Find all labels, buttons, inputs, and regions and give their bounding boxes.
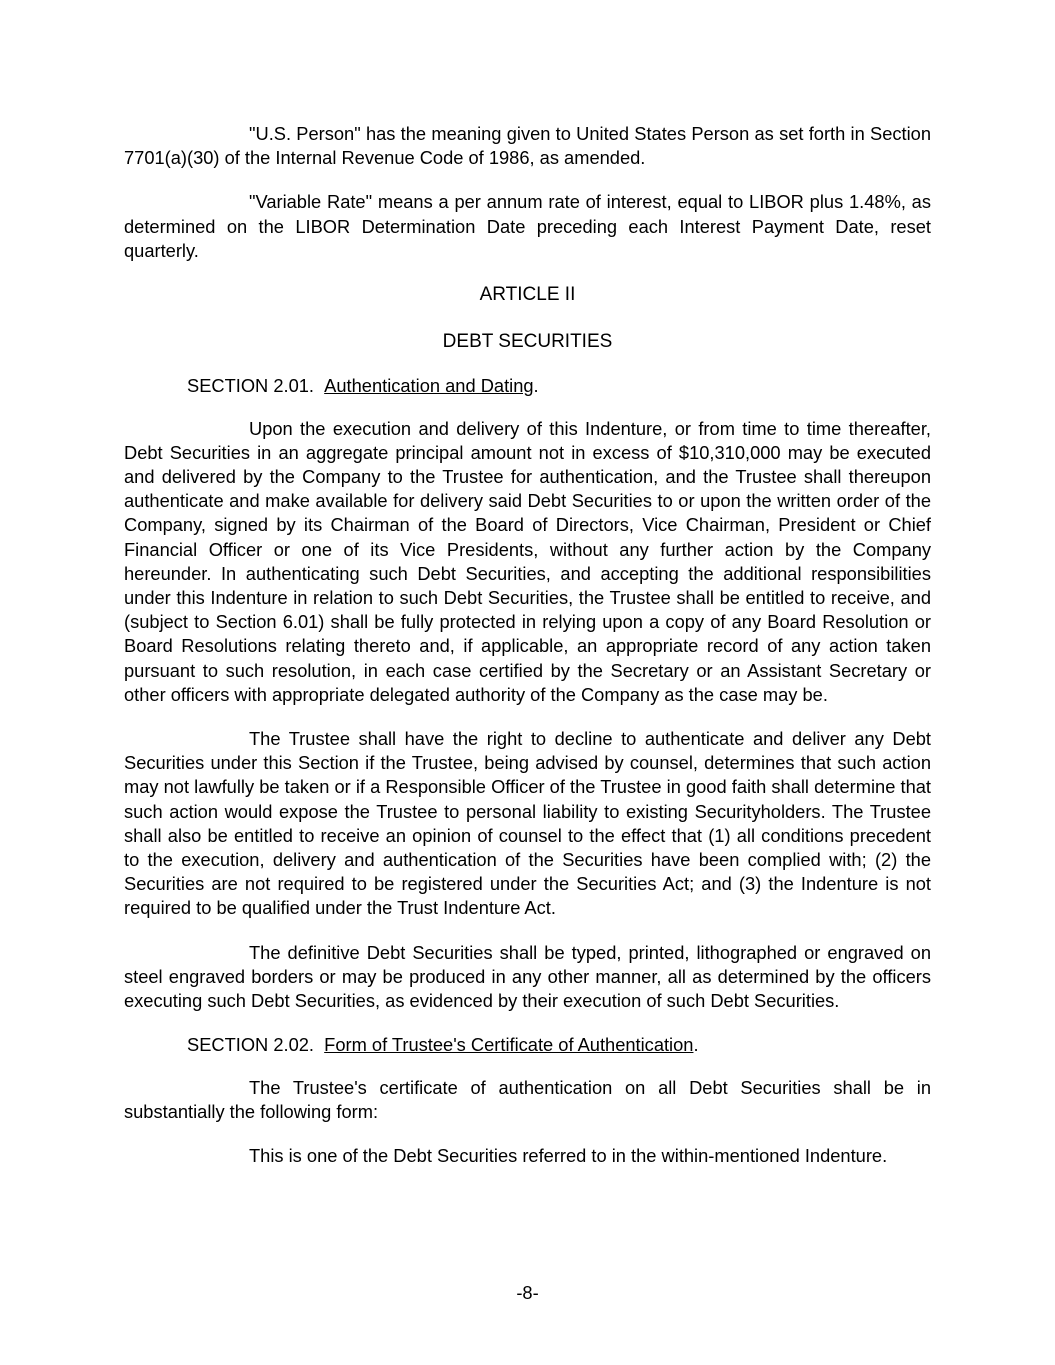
- section-2-01-paragraph: Upon the execution and delivery of this Indenture, or from time to time thereafter, Debt Securities in an aggregate principal amount not in excess of $10,310,000 may be executed and delivered by the Company to the Trustee for authentication, and the Trustee shall thereupon authenticate and make available for delivery said Debt Securities to or upon the written order of the Company, signed by its Chairman of the Board of Directors, Vice Chairman, President or Chief Financial Officer or one of its Vice Presidents, without any further action by the Company hereunder. In authenticating such Debt Securities, and accepting the additional responsibilities under this Indenture in relation to such Debt Securities, the Trustee shall be entitled to receive, and (subject to Section 6.01) shall be fully protected in relying upon a copy of any Board Resolution or Board Resolutions relating thereto and, if applicable, an appropriate record of any action taken pursuant to such resolution, in each case certified by the Secretary or an Assistant Secretary or other officers with appropriate delegated authority of the Company as the case may be.: [124, 417, 931, 705]
- definition-us-person: "U.S. Person" has the meaning given to United States Person as set forth in Section 7701(a)(30) of the Internal Revenue Code of 1986, as amended.: [124, 123, 931, 169]
- article-title: DEBT SECURITIES: [442, 331, 613, 353]
- section-2-02-heading: [124, 1033, 931, 1057]
- section-title-suffix: .: [533, 375, 539, 397]
- section-2-01-paragraph: The definitive Debt Securities shall be typed, printed, lithographed or engraved on steel engraved borders or may be produced in any other manner, all as determined by the officers executing such Debt Securities, as evidenced by their execution of such Debt Securities.: [124, 941, 931, 1012]
- section-2-02-paragraph: The Trustee's certificate of authentication on all Debt Securities shall be in substantially the following form:: [124, 1076, 931, 1122]
- section-title: Form of Trustee's Certificate of Authentication: [324, 1034, 694, 1056]
- article-number: ARTICLE II: [479, 284, 576, 306]
- page-number: -8-: [516, 1282, 539, 1303]
- certificate-text: This is one of the Debt Securities referred to in the within-mentioned Indenture.: [249, 1144, 888, 1166]
- definition-variable-rate: "Variable Rate" means a per annum rate of interest, equal to LIBOR plus 1.48%, as determined on the LIBOR Determination Date preceding each Interest Payment Date, reset quarterly.: [124, 191, 931, 261]
- section-title-suffix: .: [693, 1034, 699, 1056]
- section-2-01-heading: [124, 374, 931, 398]
- section-number: SECTION 2.02.: [187, 1034, 314, 1056]
- section-number: SECTION 2.01.: [187, 375, 314, 397]
- section-2-01-paragraph: The Trustee shall have the right to decline to authenticate and deliver any Debt Securities under this Section if the Trustee, being advised by counsel, determines that such action may not lawfully be taken or if a Responsible Officer of the Trustee in good faith shall determine that such action would expose the Trustee to personal liability to existing Securityholders. The Trustee shall also be entitled to receive an opinion of counsel to the effect that (1) all conditions precedent to the execution, delivery and authentication of the Securities have been complied with; (2) the Securities are not required to be registered under the Securities Act; and (3) the Indenture is not required to be qualified under the Trust Indenture Act.: [124, 728, 931, 919]
- document-body: [124, 122, 931, 1168]
- section-title: Authentication and Dating: [324, 375, 534, 397]
